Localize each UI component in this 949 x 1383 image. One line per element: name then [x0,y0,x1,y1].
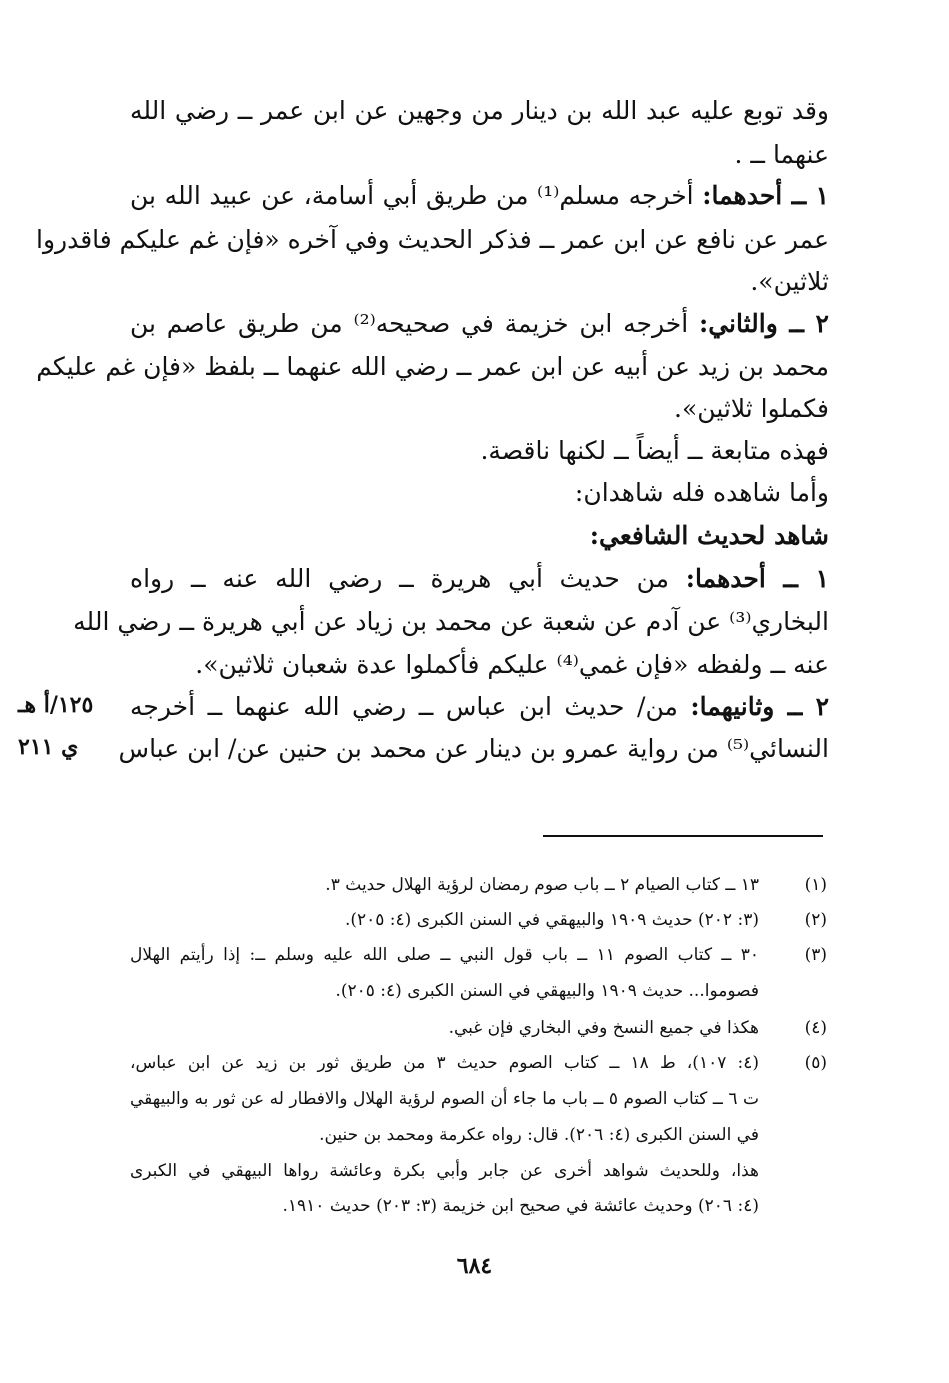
body-line-5: ثلاثين». [750,267,829,296]
body-line-9: فهذه متابعة ــ أيضاً ــ لكنها ناقصة. [480,436,829,465]
body-line-14: عنه ــ ولفظه «فإن غمي⁽⁴⁾ عليكم فأكملوا عدة شعبان ثلاثين». [195,650,829,679]
footnote-number-3: (٣) [804,945,827,965]
body-line-8: فكملوا ثلاثين». [674,394,829,423]
footnote-line-6: (٤: ١٠٧)، ط ١٨ ــ كتاب الصوم حديث ٣ من طريق ثور بن زيد عن ابن عباس، [130,1053,759,1073]
footnote-line-9: هذا، وللحديث شواهد أخرى عن جابر وأبي بكرة وعائشة رواها البيهقي في الكبرى [130,1161,759,1181]
footnote-separator [543,835,823,837]
footnote-line-5: هكذا في جميع النسخ وفي البخاري فإن غبي. [448,1018,759,1038]
footnote-line-3: ٣٠ ــ كتاب الصوم ١١ ــ باب قول النبي ــ صلى الله عليه وسلم ــ: إذا رأيتم الهلال [130,945,760,965]
body-line-15: ٢ ــ وثانيهما: من/ حديث ابن عباس ــ رضي الله عنهما ــ أخرجه [130,692,829,721]
footnote-number-1: (١) [804,875,827,895]
page-number: ٦٨٤ [456,1253,493,1279]
body-line-7: محمد بن زيد عن أبيه عن ابن عمر ــ رضي الله عنهما ــ بلفظ «فإن غم عليكم [36,352,829,381]
footnote-line-2: (٣: ٢٠٢) حديث ١٩٠٩ والبيهقي في السنن الكبرى (٤: ٢٠٥). [344,910,759,930]
footnote-line-4: فصوموا... حديث ١٩٠٩ والبيهقي في السنن الكبرى (٤: ٢٠٥). [335,981,759,1001]
footnote-number-2: (٢) [804,910,827,930]
footnote-line-10: (٤: ٢٠٦) وحديث عائشة في صحيح ابن خزيمة (٣: ٢٠٣) حديث ١٩١٠. [282,1196,759,1216]
body-line-1: وقد توبع عليه عبد الله بن دينار من وجهين عن ابن عمر ــ رضي الله [130,96,829,125]
folio-note-2: ي ٢١١ [18,734,79,760]
body-line-4: عمر عن نافع عن ابن عمر ــ فذكر الحديث وفي آخره «فإن غم عليكم فاقدروا [36,225,829,254]
body-line-13: البخاري⁽³⁾ عن آدم عن شعبة عن محمد بن زياد عن أبي هريرة ــ رضي الله [73,607,829,636]
body-line-12: ١ ــ أحدهما: من حديث أبي هريرة ــ رضي الله عنه ــ رواه [130,564,829,593]
body-line-16: النسائي⁽⁵⁾ من رواية عمرو بن دينار عن محمد بن حنين عن/ ابن عباس [118,734,829,763]
footnote-number-4: (٤) [804,1018,827,1038]
body-line-6: ٢ ــ والثاني: أخرجه ابن خزيمة في صحيحه⁽²⁾ من طريق عاصم بن [130,309,829,338]
footnote-line-8: في السنن الكبرى (٤: ٢٠٦). قال: رواه عكرمة ومحمد بن حنين. [319,1125,759,1145]
body-line-3: ١ ــ أحدهما: أخرجه مسلم⁽¹⁾ من طريق أبي أسامة، عن عبيد الله بن [130,181,830,210]
footnote-number-5: (٥) [804,1053,827,1073]
folio-note-1: ١٢٥/أ هـ [18,692,94,718]
footnote-line-1: ١٣ ــ كتاب الصيام ٢ ــ باب صوم رمضان لرؤية الهلال حديث ٣. [325,875,759,895]
footnote-line-7: ت ٦ ــ كتاب الصوم ٥ ــ باب ما جاء أن الصوم لرؤية الهلال والافطار له عن ثور به والبيهقي [130,1089,759,1109]
body-line-10: وأما شاهده فله شاهدان: [574,478,829,507]
body-line-2: عنهما ــ . [734,140,829,169]
section-heading: شاهد لحديث الشافعي: [589,521,829,550]
